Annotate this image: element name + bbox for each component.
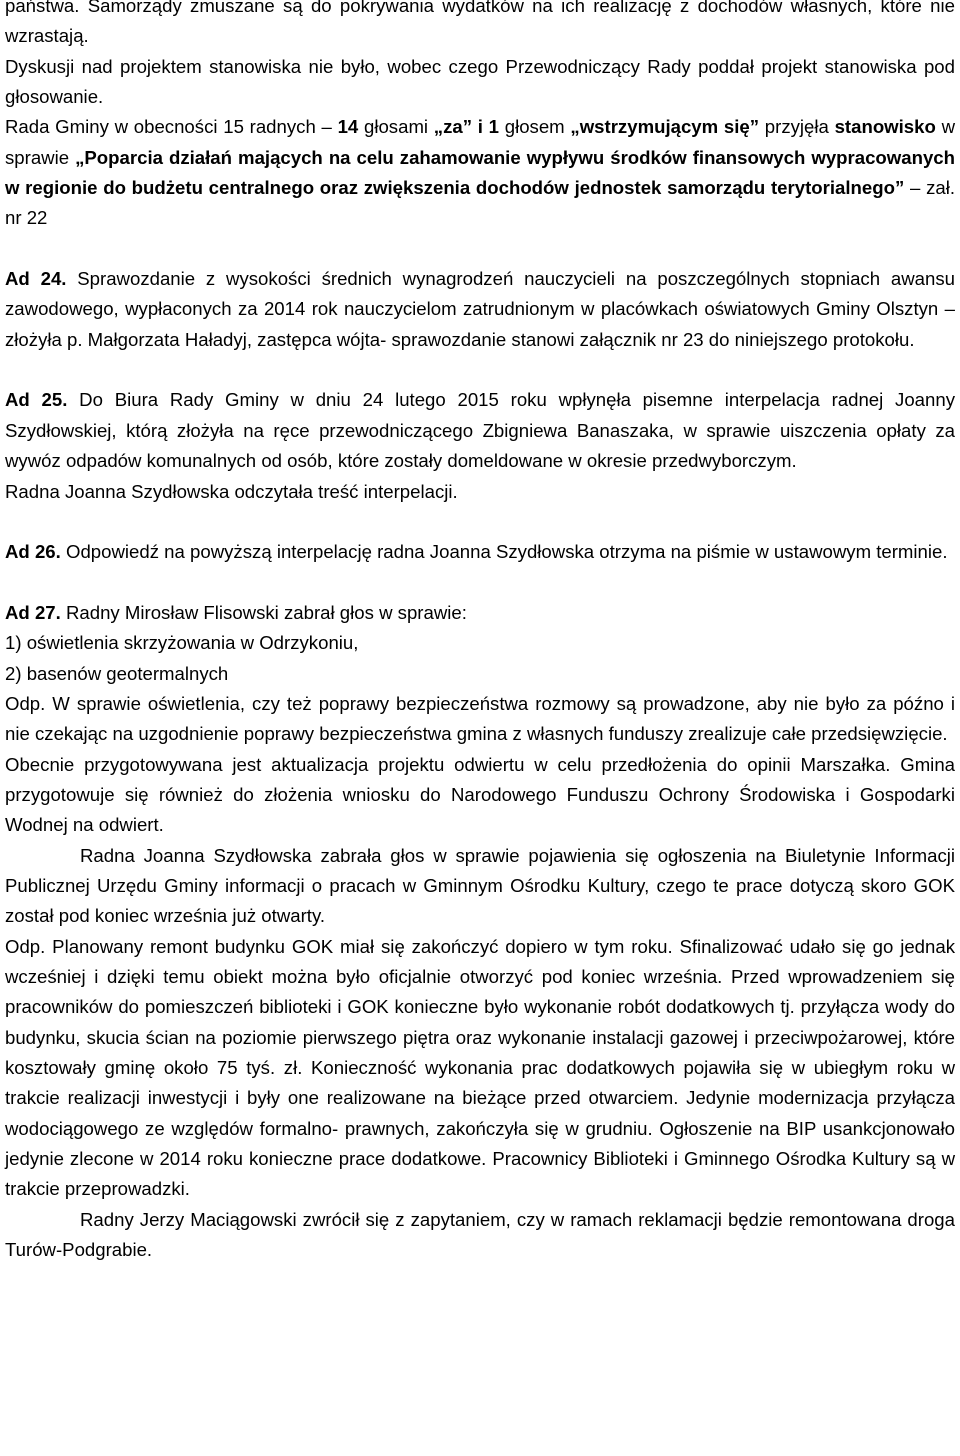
paragraph-gap [5,234,955,264]
section-ad-26 [5,537,955,567]
paragraph-no-discussion: Dyskusji nad projektem stanowiska nie było, wobec czego Przewodniczący Rady poddał projekt stanowiska pod głosowanie. [5,55,955,108]
paragraph-interpellation-read: Radna Joanna Szydłowska odczytała treść interpelacji. [5,480,458,502]
paragraph-szydlowska-question: Radna Joanna Szydłowska zabrała głos w sprawie pojawienia się ogłoszenia na Biuletynie Informacji Publicznej Urzędu Gminy informacji o pracach w Gminnym Ośrodku Kultury, czego te prace dotyczą skoro GOK został pod koniec września już otwarty. [5,844,955,927]
vote-text: głosami [358,116,434,138]
stance-label: stanowisko [834,116,936,138]
paragraph-maciagowski-question: Radny Jerzy Maciągowski zwrócił się z zapytaniem, czy w ramach reklamacji będzie remontowana droga Turów-Podgrabie. [5,1208,955,1261]
vote-text: przyjęła [759,116,835,138]
vote-abstain-label: „wstrzymującym się” [570,116,760,138]
section-text: Sprawozdanie z wysokości średnich wynagrodzeń nauczycieli na poszczególnych stopniach awansu zawodowego, wypłaconych za 2014 rok nauczycielom zatrudnionym w placówkach oświatowych Gminy Olsztyn – złożyła p. Małgorzata Haładyj, zastępca wójta- sprawozdanie stanowi załącznik nr 23 do niniejszego protokołu. [5,268,955,350]
attachment-reference: – zał. nr 22 [5,177,956,229]
section-ad-27 [5,598,955,628]
vote-text: w sprawie [5,116,956,168]
section-label: Ad 26. [5,541,61,563]
section-text: Odpowiedź na powyższą interpelację radna Joanna Szydłowska otrzyma na piśmie w ustawowym terminie. [60,541,948,563]
paragraph-borehole-update: Obecnie przygotowywana jest aktualizacja projektu odwiertu w celu przedłożenia do opinii Marszałka. Gmina przygotowuje się również do złożenia wniosku do Narodowego Funduszu Ochrony Środowiska i Gospodarki Wodnej na odwiert. [5,753,955,836]
paragraph-vote-result [5,112,955,233]
vote-text: Rada Gminy w obecności 15 radnych – [5,116,338,138]
section-label: Ad 24. [5,268,67,290]
list-item: 2) basenów geotermalnych [5,662,229,684]
paragraph-answer-lighting: Odp. W sprawie oświetlenia, czy też poprawy bezpieczeństwa rozmowy są prowadzone, aby nie było za późno i nie czekając na uzgodnienie poprawy bezpieczeństwa gmina z własnych funduszy zrealizuje całe przedsięwzięcie. [5,692,955,745]
section-ad-24 [5,264,955,355]
section-text: Radny Mirosław Flisowski zabrał głos w sprawie: [60,601,467,623]
document-page [5,0,955,1265]
paragraph-gap [5,507,955,537]
vote-text: głosem [499,116,571,138]
vote-for-label: „za” i 1 [433,116,499,138]
paragraph-gap [5,568,955,598]
stance-title: „Poparcia działań mających na celu zahamowanie wypływu środków finansowych wypracowanych w regionie do budżetu centralnego oraz zwiększenia dochodów jednostek samorządu terytorialnego” [5,146,955,199]
section-text: Do Biura Rady Gminy w dniu 24 lutego 2015 roku wpłynęła pisemne interpelacja radnej Joanny Szydłowskiej, którą złożyła na ręce przewodniczącego Zbigniewa Banaszaka, w sprawie uiszczenia opłaty za wywóz odpadów komunalnych od osób, które zostały domeldowane w okresie przedwyborczym. [5,389,955,472]
paragraph-state-budget: państwa. Samorządy zmuszane są do pokrywania wydatków na ich realizację z dochodów własnych, które nie wzrastają. [5,0,955,47]
paragraph-answer-gok: Odp. Planowany remont budynku GOK miał się zakończyć dopiero w tym roku. Sfinalizować udało się go jednak wcześniej i dzięki temu obiekt można było oficjalnie otworzyć pod koniec września. Przed wprowadzeniem się pracowników do pomieszczeń biblioteki i GOK konieczne było wykonanie robót dodatkowych tj. przyłącza wody do budynku, skucia ścian na poziomie pierwszego piętra oraz wykonanie instalacji gazowej i przeciwpożarowej, które kosztowały gminę około 75 tyś. zł. Konieczność wykonania prac dodatkowych pojawiła się w ubiegłym roku w trakcie realizacji inwestycji i były one realizowane na bieżące przed otwarciem. Jedynie modernizacja przyłącza wodociągowego ze względów formalno- prawnych, zakończyła się w grudniu. Ogłoszenie na BIP usankcjonowało jedynie zlecone w 2014 roku konieczne prace dodatkowe. Pracownicy Biblioteki i Gminnego Ośrodka Kultury są w trakcie przeprowadzki. [5,935,955,1200]
paragraph-gap [5,355,955,385]
section-ad-25 [5,385,955,476]
section-label: Ad 25. [5,389,68,411]
list-item: 1) oświetlenia skrzyżowania w Odrzykoniu, [5,632,359,654]
section-label: Ad 27. [5,601,61,623]
vote-count-for: 14 [337,116,359,138]
